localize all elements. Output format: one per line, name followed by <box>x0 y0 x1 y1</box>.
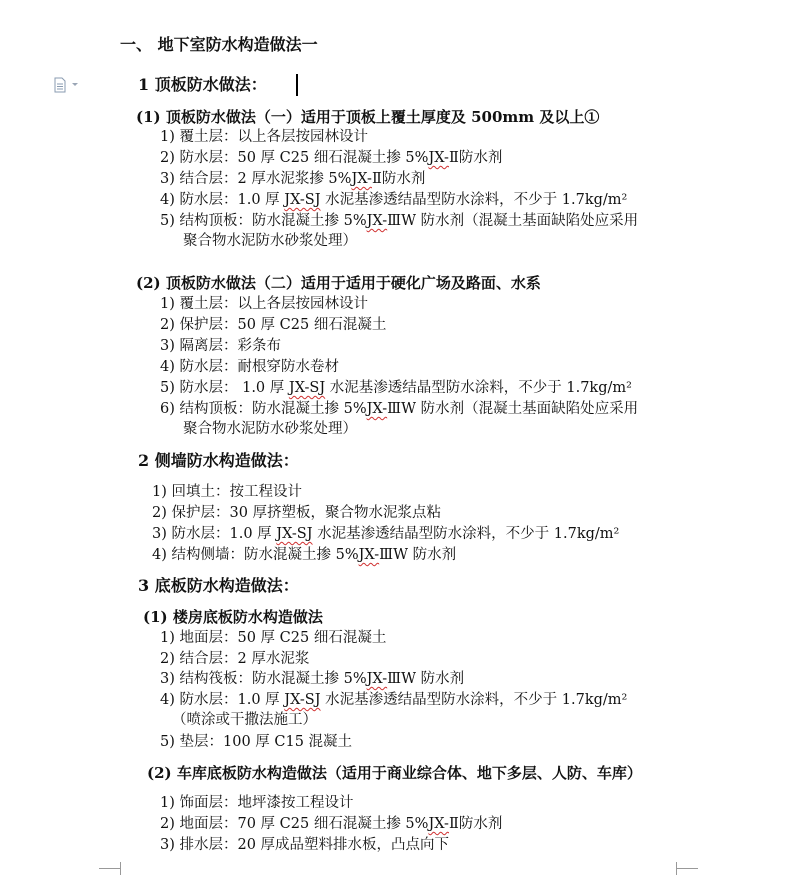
list-item: 4) 防水层：1.0 厚 JX-SJ 水泥基渗透结晶型防水涂料，不少于 1.7kg/m² <box>160 192 628 208</box>
subheading-roof-method-2: (2) 顶板防水做法（二）适用于适用于硬化广场及路面、水系 <box>136 274 541 292</box>
margin-corner-mark <box>99 868 121 869</box>
list-item: 2) 地面层：70 厚 C25 细石混凝土掺 5%JX-Ⅱ防水剂 <box>160 816 503 832</box>
list-item: 1) 地面层：50 厚 C25 细石混凝土 <box>160 630 387 646</box>
heading-side-wall: 2 侧墙防水构造做法： <box>138 451 299 470</box>
list-item: 1) 覆土层：以上各层按园林设计 <box>160 129 368 145</box>
subheading-roof-method-1: (1) 顶板防水做法（一）适用于顶板上覆土厚度及 500mm 及以上① <box>136 108 600 126</box>
list-item: 1) 覆土层：以上各层按园林设计 <box>160 296 368 312</box>
paragraph-options-icon[interactable] <box>54 77 82 93</box>
heading-roof-waterproofing: 1 顶板防水做法： <box>138 75 267 94</box>
list-item: 4) 防水层：耐根穿防水卷材 <box>160 359 339 375</box>
list-item: 2) 结合层：2 厚水泥浆 <box>160 651 310 667</box>
list-item: 2) 防水层：50 厚 C25 细石混凝土掺 5%JX-Ⅱ防水剂 <box>160 150 503 166</box>
list-item-continuation: 聚合物水泥防水砂浆处理） <box>183 421 357 437</box>
list-item: 4) 结构侧墙：防水混凝土掺 5%JX-ⅢW 防水剂 <box>152 547 457 563</box>
margin-corner-mark <box>120 862 121 875</box>
list-item: 3) 排水层：20 厚成品塑料排水板，凸点向下 <box>160 837 450 853</box>
list-item: 3) 结构筏板：防水混凝土掺 5%JX-ⅢW 防水剂 <box>160 671 465 687</box>
list-item-continuation: （喷涂或干撒法施工） <box>172 712 317 728</box>
list-item: 3) 结合层：2 厚水泥浆掺 5%JX-Ⅱ防水剂 <box>160 171 426 187</box>
list-item: 5) 结构顶板：防水混凝土掺 5%JX-ⅢW 防水剂（混凝土基面缺陷处应采用 <box>160 213 639 229</box>
list-item: 3) 隔离层：彩条布 <box>160 338 281 354</box>
margin-corner-mark <box>676 862 677 875</box>
list-item: 4) 防水层：1.0 厚 JX-SJ 水泥基渗透结晶型防水涂料，不少于 1.7kg/m² <box>160 692 628 708</box>
list-item: 3) 防水层：1.0 厚 JX-SJ 水泥基渗透结晶型防水涂料，不少于 1.7kg/m² <box>152 526 620 542</box>
heading-base-slab: 3 底板防水构造做法： <box>138 576 299 595</box>
list-item-continuation: 聚合物水泥防水砂浆处理） <box>183 233 357 249</box>
subheading-garage-slab: (2) 车库底板防水构造做法（适用于商业综合体、地下多层、人防、车库） <box>147 764 642 782</box>
list-item: 5) 垫层：100 厚 C15 混凝土 <box>160 734 353 750</box>
list-item: 5) 防水层： 1.0 厚 JX-SJ 水泥基渗透结晶型防水涂料，不少于 1.7kg/m² <box>160 380 632 396</box>
subheading-building-slab: (1) 楼房底板防水构造做法 <box>143 608 323 626</box>
section-title: 一、 地下室防水构造做法一 <box>120 35 318 54</box>
list-item: 6) 结构顶板：防水混凝土掺 5%JX-ⅢW 防水剂（混凝土基面缺陷处应采用 <box>160 401 639 417</box>
list-item: 2) 保护层：50 厚 C25 细石混凝土 <box>160 317 387 333</box>
text-cursor <box>296 74 298 96</box>
list-item: 1) 回填土：按工程设计 <box>152 484 302 500</box>
list-item: 2) 保护层：30 厚挤塑板，聚合物水泥浆点粘 <box>152 505 442 521</box>
margin-corner-mark <box>676 868 698 869</box>
list-item: 1) 饰面层：地坪漆按工程设计 <box>160 795 354 811</box>
